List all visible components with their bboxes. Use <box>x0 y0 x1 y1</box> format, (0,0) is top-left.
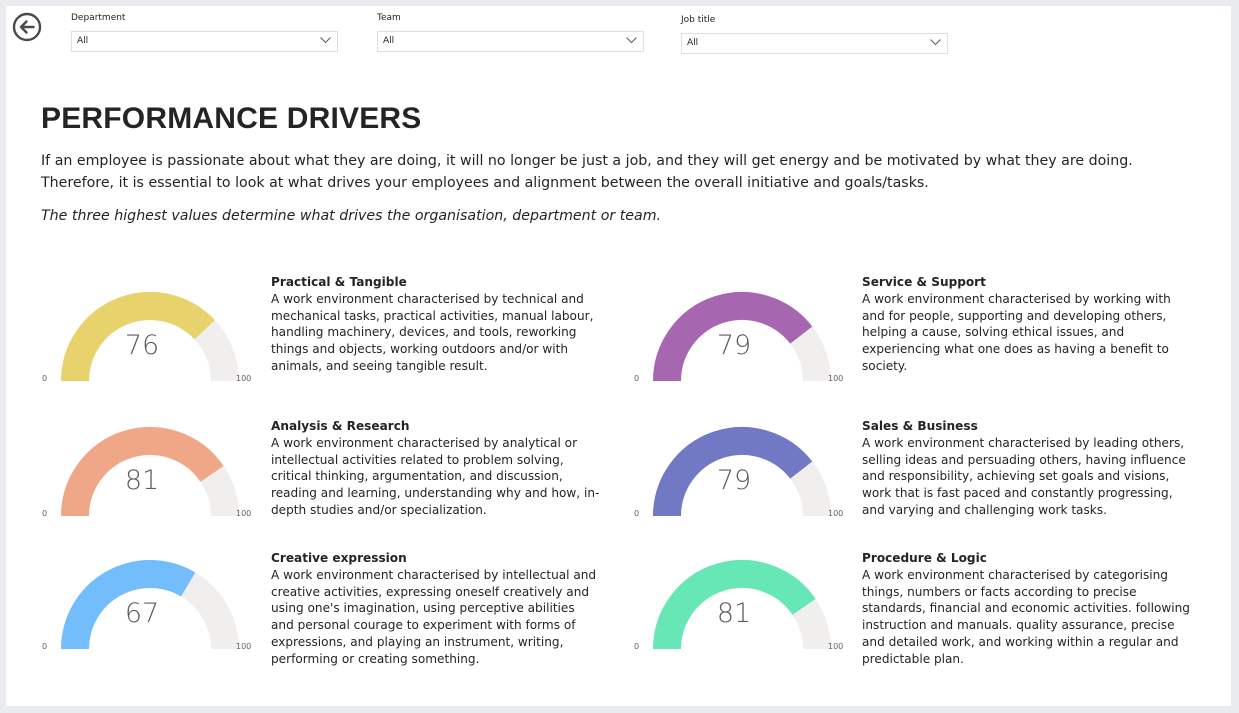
team-dropdown[interactable] <box>377 31 644 52</box>
intro-line-2: Therefore, it is essential to look at what drives your employees and alignment between the overall initiative and goals/tasks. <box>41 174 929 191</box>
intro-note: The three highest values determine what drives the organisation, department or team. <box>41 208 662 224</box>
gauge-sales-business[interactable] <box>634 411 854 521</box>
driver-description: A work environment characterised by working with and for people, supporting and developing others, helping a cause, solving ethical issues, and experiencing what one does as having a benefit to society. <box>862 291 1171 373</box>
driver-description: A work environment characterised by categorising things, numbers or facts according to precise standards, financial and economic activities. following instruction and manuals. quality assurance, precise and detailed work, and working within a regular and predictable plan. <box>862 567 1190 666</box>
gauge-min-label: 0 <box>42 374 48 383</box>
gauge-max-label: 100 <box>236 374 252 383</box>
gauge-value: 79 <box>716 330 752 361</box>
gauge-service-support[interactable] <box>634 276 854 386</box>
gauge-value: 81 <box>716 598 752 629</box>
driver-card-sales-business <box>862 418 1192 519</box>
filter-job-title-label: Job title <box>681 15 716 25</box>
department-dropdown[interactable] <box>71 31 338 52</box>
back-button[interactable] <box>12 12 42 42</box>
driver-card-practical-tangible <box>271 274 601 375</box>
chevron-down-icon <box>930 39 941 46</box>
driver-card-creative-expression <box>271 550 601 668</box>
driver-description: A work environment characterised by intellectual and creative activities, expressing oneself creatively and using one's imagination, using perceptive abilities and personal courage to experiment with forms of expressions, and playing an instrument, writing, performing or creating something. <box>271 567 597 666</box>
driver-description: A work environment characterised by technical and mechanical tasks, practical activities, manual labour, handling machinery, devices, and tools, reworking things and objects, working outdoors and/or with animals, and seeing tangible result. <box>271 291 594 373</box>
gauge-creative-expression[interactable] <box>42 544 262 654</box>
filter-department-label: Department <box>71 13 126 23</box>
gauge-value: 79 <box>716 465 752 496</box>
driver-card-service-support <box>862 274 1192 375</box>
gauge-value: 81 <box>124 465 160 496</box>
gauge-min-label: 0 <box>42 642 48 651</box>
gauge-analysis-research[interactable] <box>42 411 262 521</box>
back-arrow-icon <box>12 12 42 42</box>
driver-title: Analysis & Research <box>271 419 410 433</box>
gauge-value: 67 <box>124 598 160 629</box>
gauge-max-label: 100 <box>236 509 252 518</box>
gauge-max-label: 100 <box>236 642 252 651</box>
gauge-max-label: 100 <box>828 642 844 651</box>
driver-title: Sales & Business <box>862 419 978 433</box>
gauge-min-label: 0 <box>634 509 640 518</box>
intro-text <box>41 151 1141 194</box>
gauge-max-label: 100 <box>828 374 844 383</box>
driver-title: Service & Support <box>862 275 986 289</box>
driver-card-procedure-logic <box>862 550 1192 668</box>
chevron-down-icon <box>320 37 331 44</box>
filter-job-title <box>681 13 948 54</box>
driver-title: Procedure & Logic <box>862 551 987 565</box>
department-dropdown-value: All <box>77 36 89 46</box>
team-dropdown-value: All <box>383 36 395 46</box>
driver-card-analysis-research <box>271 418 601 519</box>
gauge-min-label: 0 <box>634 374 640 383</box>
driver-title: Practical & Tangible <box>271 275 407 289</box>
driver-description: A work environment characterised by analytical or intellectual activities related to problem solving, critical thinking, argumentation, and discussion, reading and learning, understanding why and how, in-depth studies and/or specialization. <box>271 435 600 517</box>
filter-team <box>377 11 644 52</box>
filter-department <box>71 11 338 52</box>
page-title: PERFORMANCE DRIVERS <box>41 102 422 135</box>
gauge-max-label: 100 <box>828 509 844 518</box>
intro-line-1: If an employee is passionate about what they are doing, it will no longer be just a job, and they will get energy and be motivated by what they are doing. <box>41 153 1133 169</box>
gauge-procedure-logic[interactable] <box>634 544 854 654</box>
job-title-dropdown[interactable] <box>681 33 948 54</box>
driver-title: Creative expression <box>271 551 407 565</box>
gauge-min-label: 0 <box>42 509 48 518</box>
filter-team-label: Team <box>377 13 401 23</box>
gauge-value: 76 <box>124 330 160 361</box>
gauge-min-label: 0 <box>634 642 640 651</box>
chevron-down-icon <box>626 37 637 44</box>
report-canvas <box>6 6 1231 706</box>
driver-description: A work environment characterised by leading others, selling ideas and persuading others, having influence and responsibility, achieving set goals and visions, work that is fast paced and constantly progressing, and varying and challenging work tasks. <box>862 435 1186 517</box>
job-title-dropdown-value: All <box>687 38 699 48</box>
gauge-practical-tangible[interactable] <box>42 276 262 386</box>
